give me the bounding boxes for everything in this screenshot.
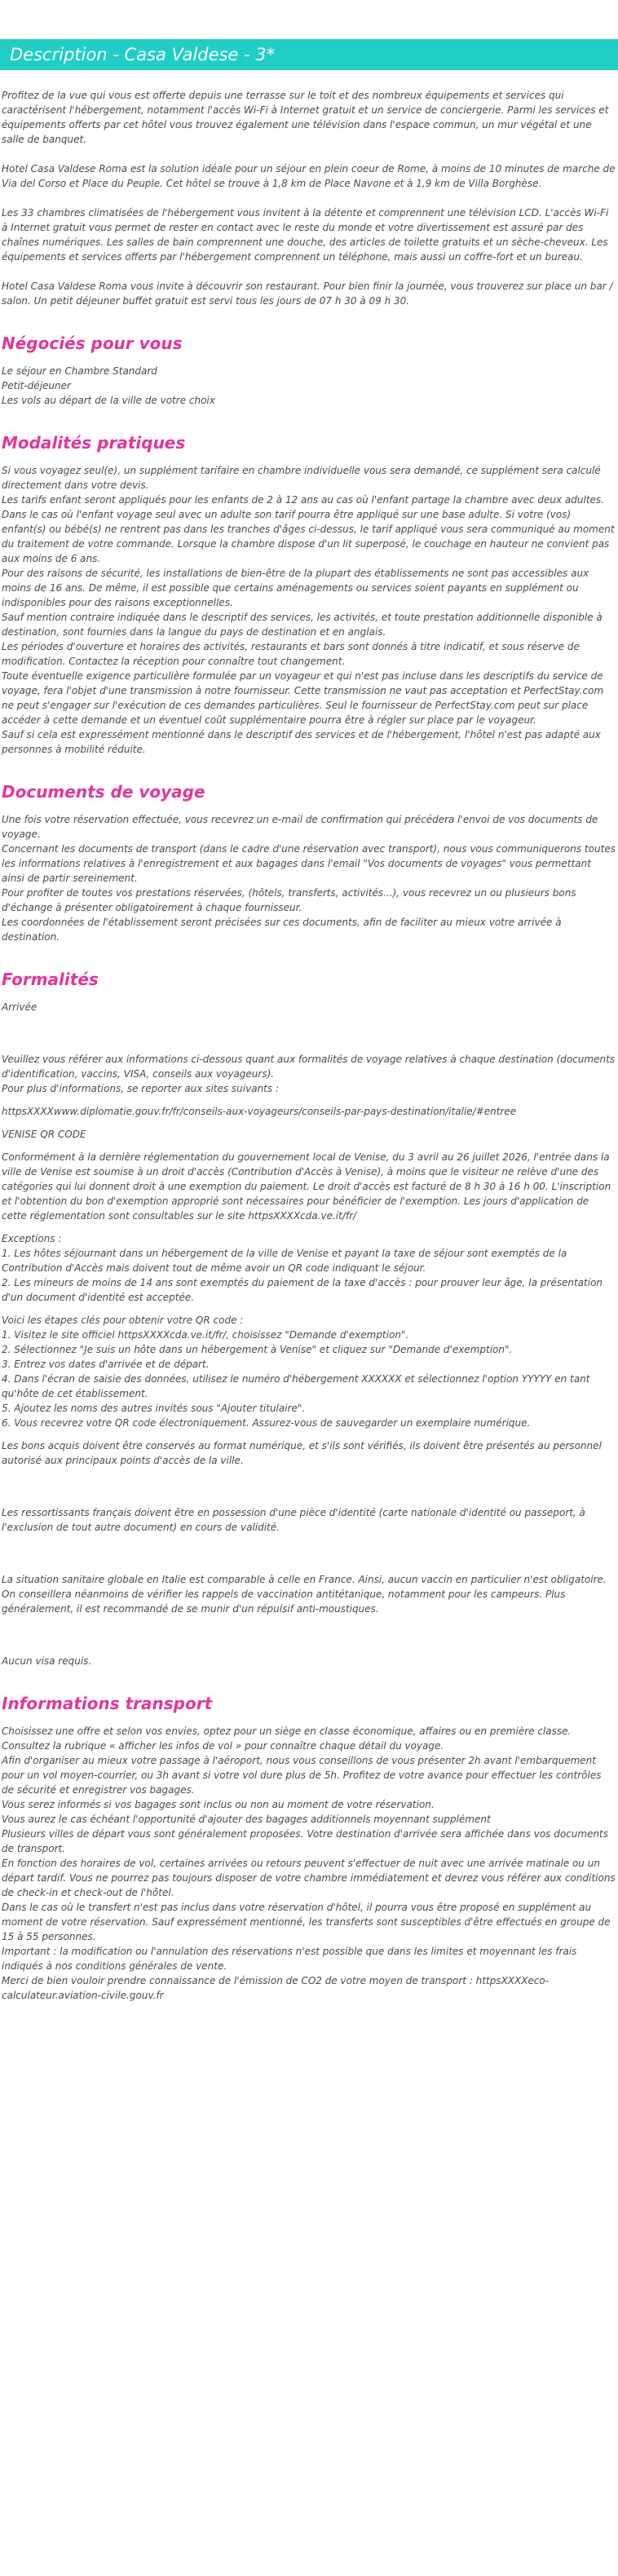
formalites-visa: Aucun visa requis. — [2, 1655, 92, 1667]
page-title: Description - Casa Valdese - 3* — [0, 39, 618, 70]
documents-text: Une fois votre réservation effectuée, vous recevrez un e-mail de confirmation qui précédera l'envoi de vos documents de voyage. Concernant les documents de transport (dans le cadre d'une réservation avec transport), nous vous communiquerons toutes les informations relatives à l'enregistrement et aux bagages dans l'email "Vos documents de voyages" vous permettant ainsi de partir sereinement. Pour profiter de toutes vos prestations réservées, (hôtels, transferts, activités...), vous recevrez un ou plusieurs bons d'échange à présenter obligatoirement à chaque fournisseur. Les coordonnées de l'établissement seront précisées sur ces documents, afin de faciliter au mieux votre arrivée à destination. — [2, 814, 616, 943]
description-paragraph: Hotel Casa Valdese Roma est la solution idéale pour un séjour en plein coeur de Rome, à moins de 10 minutes de marche de Via del Corso et Place du Peuple. Cet hôtel se trouve à 1,8 km de Place Navone et à 1,9 km de Villa Borghèse. — [2, 163, 616, 189]
section-heading-modalites: Modalités pratiques — [2, 433, 186, 453]
venise-title: VENISE QR CODE — [2, 1129, 86, 1140]
formalites-link: httpsXXXXwww.diplomatie.gouv.fr/fr/conseils-aux-voyageurs/conseils-par-pays-destination/italie/#entree — [2, 1106, 517, 1117]
section-heading-formalites: Formalités — [2, 970, 99, 989]
transport-text: Choisissez une offre et selon vos envies, optez pour un siège en classe économique, affaires ou en première classe. Consultez la rubrique « afficher les infos de vol » pour connaître chaque détail du voyage. Afin d'organiser au mieux votre passage à l'aéroport, nous vous conseillons de vous présenter 2h avant l'embarquement pour un vol moyen-courrier, ou 3h avant si votre vol dure plus de 5h. Profitez de votre avance pour effectuer les contrôles de sécurité et enregistrer vos bagages. Vous serez informés si vos bagages sont inclus ou non au moment de votre réservation. Vous aurez le cas échéant l'opportunité d'ajouter des bagages additionnels moyennant supplément Plusieurs villes de départ vous sont généralement proposées. Votre destination d'arrivée sera affichée dans vos documents de transport. En fonction des horaires de vol, certaines arrivées ou retours peuvent s'effectuer de nuit avec une arrivée matinale ou un départ tardif. Vous ne pourrez pas toujours disposer de votre chambre immédiatement et devrez vous référer aux conditions de check-in et check-out de l'hôtel. Dans le cas où le transfert n'est pas inclus dans votre réservation d'hôtel, il pourra vous être proposé en supplément au moment de votre réservation. Sauf expressément mentionné, les transferts sont susceptibles d'être effectués en groupe de 15 à 55 personnes. Important : la modification ou l'annulation des réservations n'est possible que dans les limites et moyennant les frais indiqués à nos conditions générales de vente. Merci de bien vouloir prendre connaissance de l'émission de CO2 de votre moyen de transport : httpsXXXXeco-calculateur.aviation-civile.gouv.fr — [2, 1725, 616, 2001]
content — [0, 88, 618, 2003]
modalites-text: Si vous voyagez seul(e), un supplément tarifaire en chambre individuelle vous sera demandé, ce supplément sera calculé directement dans votre devis. Les tarifs enfant seront appliqués pour les enfants de 2 à 12 ans au cas où l'enfant partage la chambre avec deux adultes. Dans le cas où l'enfant voyage seul avec un adulte son tarif pourra être appliqué sur une base adulte. Si votre (vos) enfant(s) ou bébé(s) ne rentrent pas dans les tranches d'âges ci-dessus, le tarif appliqué vous sera communiqué au moment du traitement de votre commande. Lorsque la chambre dispose d'un lit superposé, le couchage en hauteur ne convient pas aux moins de 6 ans. Pour des raisons de sécurité, les installations de bien-être de la plupart des établissements ne sont pas accessibles aux moins de 16 ans. De même, il est possible que certains aménagements ou services soient payants en supplément ou indisponibles pour des raisons exceptionnelles. Sauf mention contraire indiquée dans le descriptif des services, les activités, et toute prestation additionnelle disponible à destination, sont fournies dans la langue du pays de destination et en anglais. Les périodes d'ouverture et horaires des activités, restaurants et bars sont donnés à titre indicatif, et sous réserve de modification. Contactez la réception pour connaître tout changement. Toute éventuelle exigence particulière formulée par un voyageur et qui n'est pas incluse dans les descriptifs du service de voyage, fera l'objet d'une transmission à notre fournisseur. Cette transmission ne vaut pas acceptation et PerfectStay.com ne peut s'engager sur l'exécution de ces demandes particulières. Seul le fournisseur de PerfectStay.com peut sur place accéder à cette demande et un éventuel coût supplémentaire pourra être à régler sur place par le voyageur. Sauf si cela est expressément mentionné dans le descriptif des services et de l'hébergement, l'hôtel n'est pas adapté aux personnes à mobilité réduite. — [2, 465, 615, 755]
formalites-ressortissants: Les ressortissants français doivent être en possession d'une pièce d'identité (carte nationale d'identité ou passeport, à l'exclusion de tout autre document) en cours de validité. — [2, 1507, 585, 1533]
formalites-sanitaire: La situation sanitaire globale en Italie est comparable à celle en France. Ainsi, aucun vaccin en particulier n'est obligatoire. On conseillera néanmoins de vérifier les rappels de vaccination antitétanique, notamment pour les campeurs. Plus généralement, il est recommandé de se munir d'un répulsif anti-moustiques. — [2, 1574, 607, 1615]
section-heading-transport: Informations transport — [2, 1694, 213, 1713]
formalites-exceptions: Exceptions : 1. Les hôtes séjournant dans un hébergement de la ville de Venise et payant la taxe de séjour sont exemptés de la Contribution d'Accès mais doivent tout de même avoir un QR code indiquant le séjour. 2. Les mineurs de moins de 14 ans sont exemptés du paiement de la taxe d'accès : pour prouver leur âge, la présentation d'un document d'identité est acceptée. — [2, 1233, 603, 1303]
section-heading-documents: Documents de voyage — [2, 782, 205, 802]
venise-text: Conformément à la dernière réglementation du gouvernement local de Venise, du 3 avril au 26 juillet 2026, l'entrée dans la ville de Venise est soumise à un droit d'accès (Contribution d'Accès à Venise), à moins que le visiteur ne relève d'une des catégories qui lui donnent droit à une exemption du paiement. Le droit d'accès est facturé de 8 h 30 à 16 h 00. L'inscription et l'obtention du bon d'exemption approprié sont nécessaires pour bénéficier de l'exemption. Les jours d'application de cette réglementation sont consultables sur le site httpsXXXXcda.ve.it/fr/ — [2, 1151, 611, 1222]
formalites-bons: Les bons acquis doivent être conservés au format numérique, et s'ils sont vérifiés, ils doivent être présentés au personnel autorisé aux principaux points d'accès de la ville. — [2, 1440, 602, 1466]
formalites-arrivee: Arrivée — [2, 1001, 38, 1013]
section-heading-negocies: Négociés pour vous — [2, 334, 183, 353]
description-paragraph: Profitez de la vue qui vous est offerte depuis une terrasse sur le toit et des nombreux équipements et services qui caractérisent l'hébergement, notamment l'accès Wi-Fi à Internet gratuit et un service de conciergerie. Parmi les services et équipements offerts par cet hôtel vous trouvez également une télévision dans l'espace commun, un mur végétal et une salle de banquet. — [2, 90, 609, 145]
formalites-intro: Veuillez vous référer aux informations ci-dessous quant aux formalités de voyage relatives à chaque destination (documents d'identification, vaccins, VISA, conseils aux voyageurs). Pour plus d'informations, se reporter aux sites suivants : — [2, 1054, 616, 1094]
formalites-steps: Voici les étapes clés pour obtenir votre QR code : 1. Visitez le site officiel httpsXXXXcda.ve.it/fr/, choisissez "Demande d'exemption". 2. Sélectionnez "Je suis un hôte dans un hébergement à Venise" et cliquez sur "Demande d'exemption". 3. Entrez vos dates d'arrivée et de départ. 4. Dans l'écran de saisie des données, utilisez le numéro d'hébergement XXXXXX et sélectionnez l'option YYYYY en tant qu'hôte de cet établissement. 5. Ajoutez les noms des autres invités sous "Ajouter titulaire". 6. Vous recevrez votre QR code électroniquement. Assurez-vous de sauvegarder un exemplaire numérique. — [2, 1315, 590, 1429]
description-paragraph: Les 33 chambres climatisées de l'hébergement vous invitent à la détente et comprennent une télévision LCD. L'accès Wi-Fi à Internet gratuit vous permet de rester en contact avec le reste du monde et votre divertissement est assuré par des chaînes numériques. Les salles de bain comprennent une douche, des articles de toilette gratuits et un sèche-cheveux. Les équipements et services offerts par l'hébergement comprennent un téléphone, mais aussi un coffre-fort et un bureau. — [2, 207, 609, 263]
negocies-list: Le séjour en Chambre Standard Petit-déjeuner Les vols au départ de la ville de votre choix — [2, 365, 215, 406]
description-paragraph: Hotel Casa Valdese Roma vous invite à découvrir son restaurant. Pour bien finir la journée, vous trouverez sur place un bar / salon. Un petit déjeuner buffet gratuit est servi tous les jours de 07 h 30 à 09 h 30. — [2, 281, 613, 307]
